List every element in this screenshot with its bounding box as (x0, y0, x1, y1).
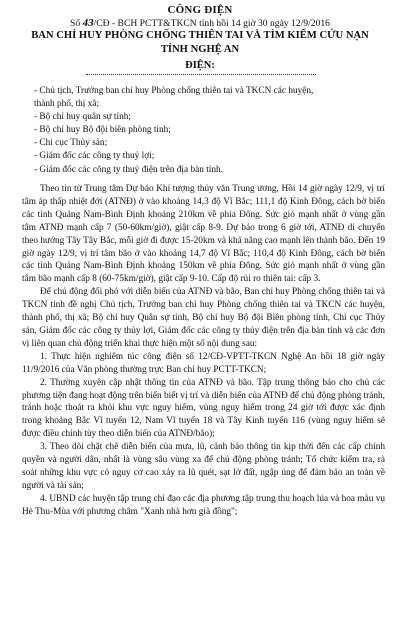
paragraph-item-4: 4. UBND các huyện tập trung chỉ đạo các địa phương tập trung thu hoạch lúa và hoa màu vụ Hè Thu-Mùa với phương châm "Xanh nhà hơn già đồng"; (22, 493, 385, 517)
dien-heading: ĐIỆN: (185, 60, 215, 71)
reference-line (0, 17, 400, 29)
document-title: CÔNG ĐIỆN (167, 4, 233, 16)
org-line-1: BAN CHỈ HUY PHÒNG CHỐNG THIÊN TAI VÀ TÌM KIẾM CỨU NẠN (31, 30, 369, 41)
issuing-organization (0, 29, 400, 57)
recipient-item: - Chủ tịch, Trưởng ban chỉ huy Phòng chống thiên tai và TKCN các huyện, (34, 86, 314, 96)
ref-prefix: Số (70, 18, 81, 29)
paragraph-item-1: 1. Thực hiện nghiêm túc công điện số 12/CĐ-VPTT-TKCN Nghệ An hồi 18 giờ ngày 11/9/2016 của Văn phòng thường trực Ban chỉ huy PCTT-TKCN; (22, 351, 385, 375)
recipient-item: - Chi cục Thủy sản; (34, 138, 108, 149)
recipient-item: - Giám đốc các công ty thuỷ lợi; (34, 151, 155, 162)
recipient-item: - Bộ chỉ huy Bộ đội biên phòng tỉnh; (34, 125, 171, 136)
paragraph-forecast: Theo tin từ Trung tâm Dự báo Khí tượng thủy văn Trung ương, Hồi 14 giờ ngày 12/9, vị trí tâm áp thấp nhiệt đới (ATNĐ) ở vào khoảng 14,3 độ Vĩ Bắc; 111,1 độ Kinh Đông, cách bờ biển các tỉnh Quảng Nam-Bình Định khoảng 210km về phía Đông. Sức gió mạnh nhất ở vùng gần tâm ATNĐ mạnh cấp 7 (50-60km/giờ), giật cấp 8-9. Dự báo trong 6 giờ tới, ATNĐ di chuyển theo hướng Tây Tây Bắc, mỗi giờ đi được 15-20km và khả năng cao mạnh lên thành bão. Đến 19 giờ ngày 12/9, vị trí tâm bão ở vào khoảng 14,7 độ Vĩ Bắc; 110,4 độ Kinh Đông, cách bờ biển các tỉnh Quảng Nam-Bình Định khoảng 150km về phía Đông. Sức gió mạnh nhất ở vùng gần tâm bão mạnh cấp 8 (60-75km/giờ), giật cấp 9-10. Cấp độ rủi ro thiên tai: cấp 3. (22, 184, 385, 285)
recipient-item: - Giám đốc các công ty thuỷ điện trên địa bàn tỉnh. (34, 164, 223, 175)
recipient-item: - Bộ chỉ huy quân sự tỉnh; (34, 112, 131, 123)
ref-rest: /CĐ - BCH PCTT&TKCN tỉnh hồi 14 giờ 30 ngày 12/9/2016 (93, 18, 330, 29)
document-body (22, 183, 385, 519)
recipient-item: thành phố, thị xã; (34, 99, 100, 110)
org-line-2: TỈNH NGHỆ AN (160, 44, 240, 55)
paragraph-item-2: 2. Thường xuyên cập nhật thông tin của ATNĐ và bão. Tập trung thông báo cho chủ các phương tiện đang hoạt động trên biển biết vị trí và diễn biến của ATNĐ để chủ động phòng tránh, tránh hoặc thoát ra khỏi khu vực nguy hiểm, vùng nguy hiểm trong 24 giờ tới được xác định trong khoảng Bắc Vĩ tuyến 12, Nam Vĩ tuyến 18 và Tây Kinh tuyến 116 (vùng nguy hiểm sẽ được điều chỉnh tùy theo diễn biến của ATNĐ/bão); (22, 377, 385, 440)
ref-number: 43 (82, 17, 94, 29)
divider (86, 74, 316, 75)
paragraph-request: Để chủ động đối phó với diễn biến của ATNĐ và bão, Ban chỉ huy Phòng chống thiên tai và TKCN tỉnh đề nghị Chủ tịch, Trưởng ban chỉ huy Phòng chống thiên tai và TKCN các huyện, thành phố, thị xã; Bộ chỉ huy Quân sự tỉnh, Bộ chỉ huy Bộ đội Biên phòng tỉnh, Chi cục Thủy sản, Giám đốc các công ty thủy lợi, Giám đốc các công ty thủy điện trên địa bàn tỉnh và các đơn vị liên quan chủ động triển khai thực hiện một số nội dung sau: (22, 287, 385, 349)
paragraph-item-3: 3. Theo dõi chặt chẽ diễn biến của mưa, lũ, cảnh báo thông tin kịp thời đến các cấp chính quyền và người dân, nhất là vùng sâu vùng xa để chủ động phòng tránh; Tổ chức kiểm tra, rà soát những khu vực có nguy cơ cao xảy ra lũ quét, sạt lở đất, ngập úng để đảm bảo an toàn về người và tài sản; (22, 442, 385, 491)
recipient-list (34, 85, 384, 177)
